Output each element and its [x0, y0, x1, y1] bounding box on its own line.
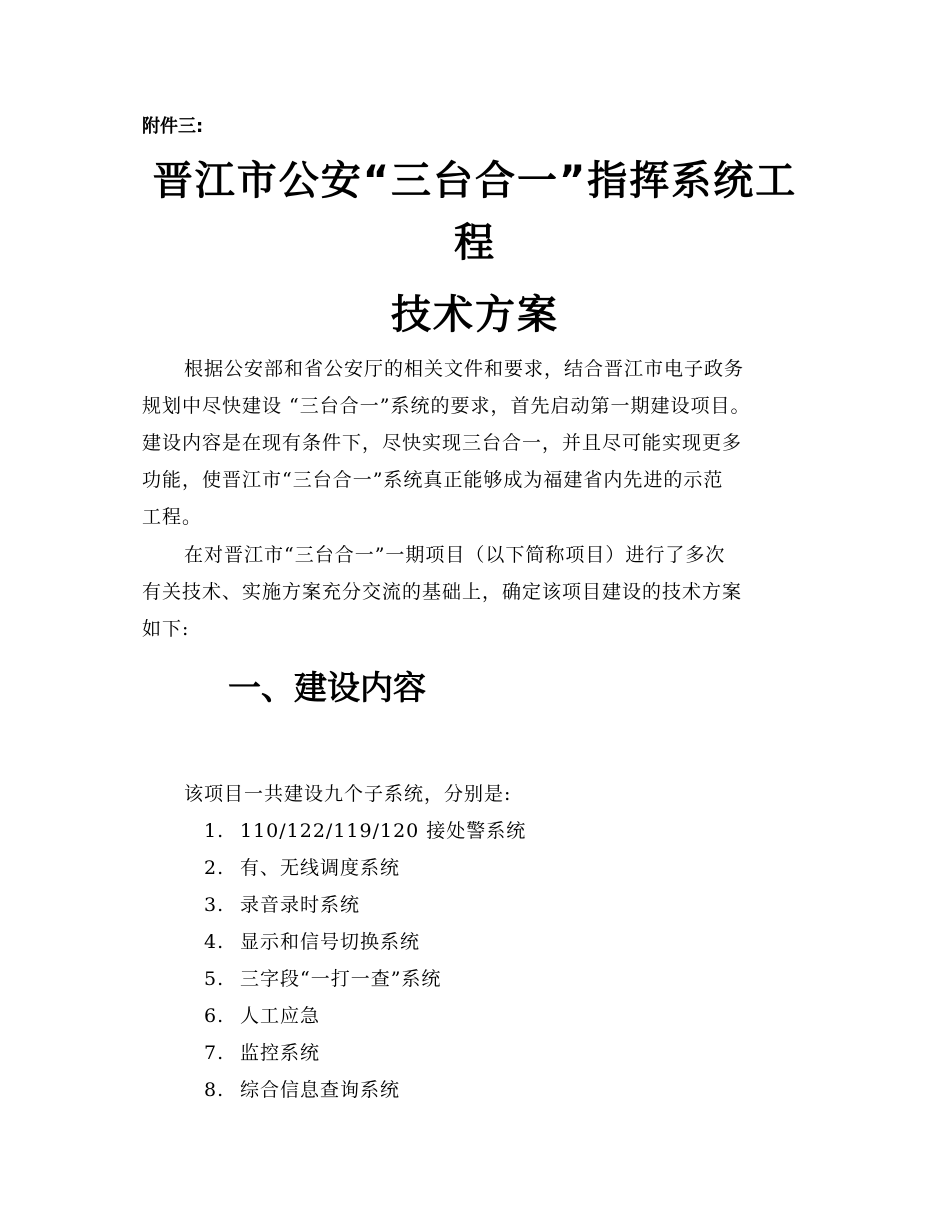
list-item-text: 有、无线调度系统	[240, 857, 401, 879]
list-item-number: 8.	[204, 1079, 225, 1101]
list-item	[204, 961, 526, 998]
list-item-text: 监控系统	[240, 1042, 321, 1064]
paragraph-line: 工程。	[142, 506, 203, 528]
paragraph-line: 功能，使晋江市“三台合一”系统真正能够成为福建省内先进的示范	[142, 469, 724, 491]
list-item-text: 综合信息查询系统	[240, 1079, 401, 1101]
paragraph-line: 建设内容是在现有条件下，尽快实现三台合一，并且尽可能实现更多	[142, 432, 743, 454]
list-item-number: 4.	[204, 931, 225, 953]
paragraph-line: 规划中尽快建设 “三台合一”系统的要求，首先启动第一期建设项目。	[142, 395, 751, 417]
list-item-text: 110/122/119/120 接处警系统	[240, 820, 527, 842]
paragraph-line: 有关技术、实施方案充分交流的基础上，确定该项目建设的技术方案	[142, 581, 743, 603]
paragraph-line: 如下:	[142, 618, 190, 640]
list-item-text: 人工应急	[240, 1005, 321, 1027]
list-item-text: 显示和信号切换系统	[240, 931, 421, 953]
list-item-text: 三字段“一打一查”系统	[240, 968, 442, 990]
list-item	[204, 887, 526, 924]
list-item	[204, 1072, 526, 1109]
attachment-label: 附件三:	[142, 116, 204, 137]
subsystem-list	[204, 813, 526, 1109]
list-item-number: 3.	[204, 894, 225, 916]
list-item	[204, 1035, 526, 1072]
section-intro: 该项目一共建设九个子系统，分别是:	[184, 783, 512, 805]
document-title-line-1: 晋江市公安“三台合一”指挥系统工	[152, 158, 798, 204]
paragraph-background	[142, 351, 822, 536]
list-item-number: 2.	[204, 857, 225, 879]
list-item-text: 录音录时系统	[240, 894, 361, 916]
document-title-line-2: 程	[454, 220, 496, 266]
list-item-number: 6.	[204, 1005, 225, 1027]
list-item	[204, 813, 526, 850]
list-item	[204, 998, 526, 1035]
paragraph-line: 根据公安部和省公安厅的相关文件和要求，结合晋江市电子政务	[184, 358, 745, 380]
list-item-number: 5.	[204, 968, 225, 990]
list-item-number: 1.	[204, 820, 225, 842]
section-heading: 一、建设内容	[228, 668, 426, 707]
paragraph-basis	[142, 537, 822, 648]
list-item	[204, 924, 526, 961]
list-item	[204, 850, 526, 887]
paragraph-line: 在对晋江市“三台合一”一期项目（以下简称项目）进行了多次	[184, 544, 726, 566]
document-title-line-3: 技术方案	[391, 292, 559, 338]
list-item-number: 7.	[204, 1042, 225, 1064]
